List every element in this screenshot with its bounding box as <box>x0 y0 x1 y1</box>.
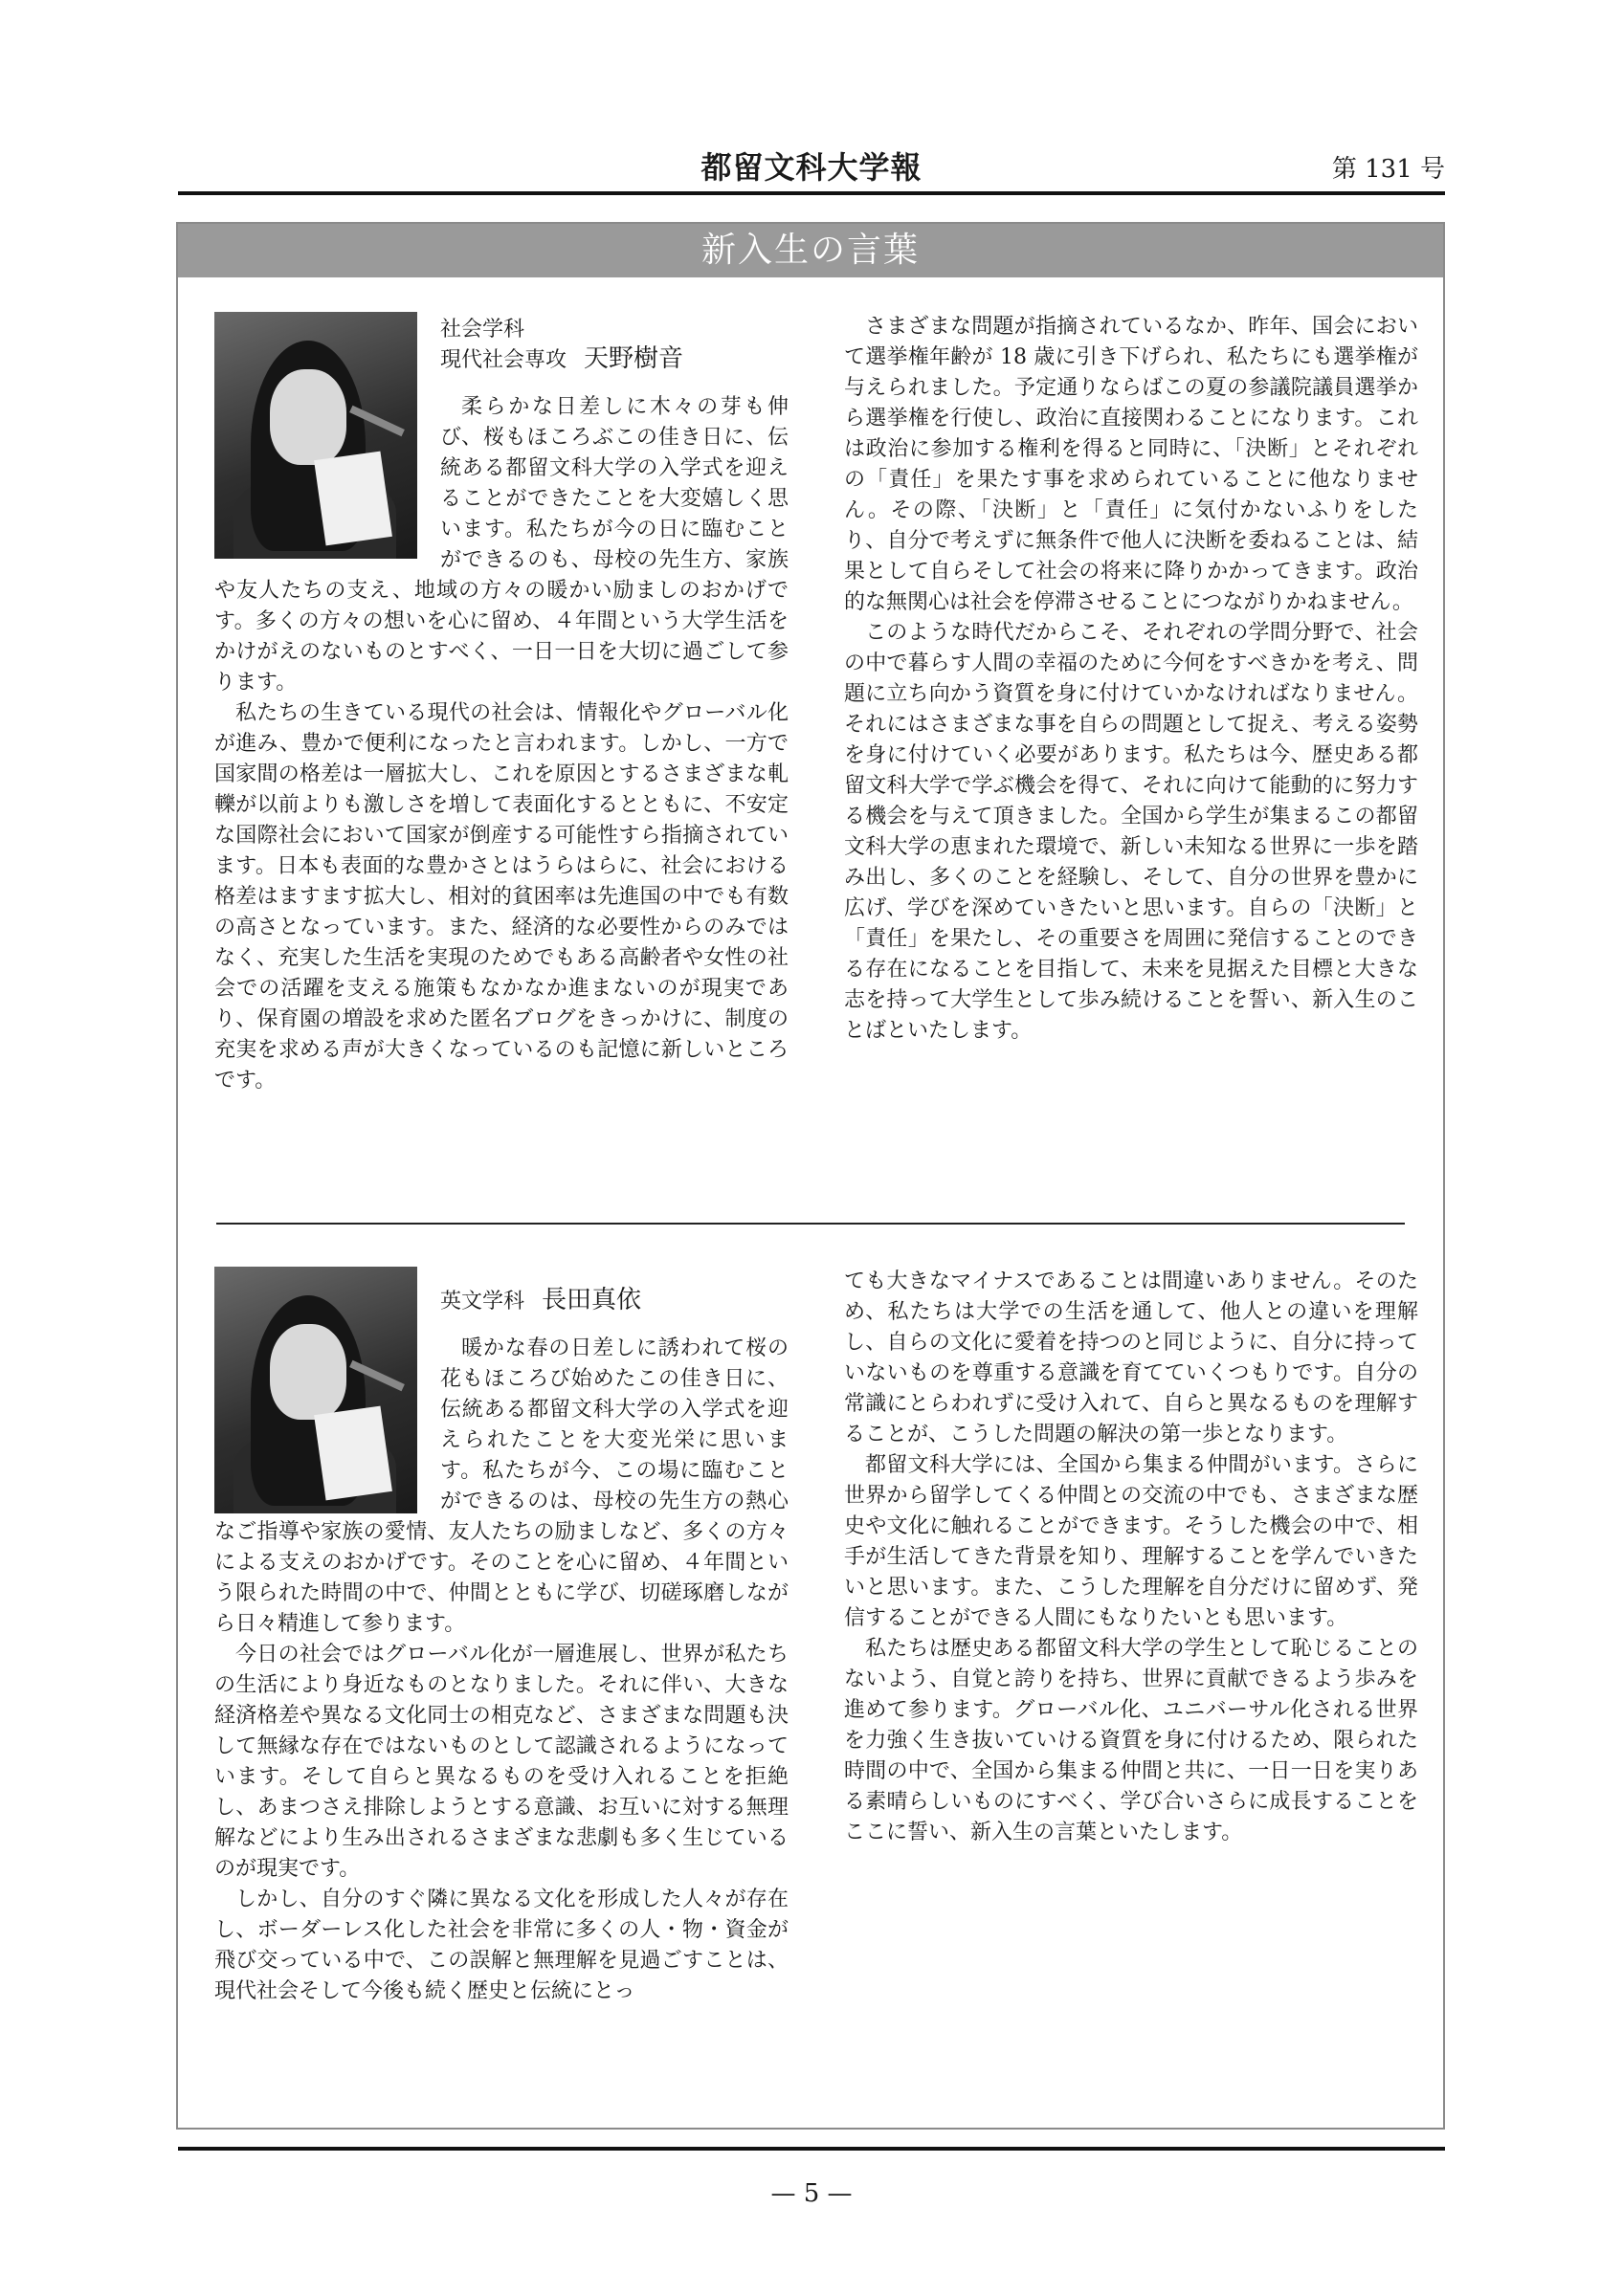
article1-paragraph: このような時代だからこそ、それぞれの学問分野で、社会の中で暮らす人間の幸福のために今何をすべきかを考え、問題に立ち向かう資質を身に付けていかなければなりません。それにはさまざまな事を自らの問題として捉え、考える姿勢を身に付けていく必要があります。私たちは今、歴史ある都留文科大学で学ぶ機会を得て、それに向けて能動的に努力する機会を与えて頂きました。全国から学生が集まるこの都留文科大学の恵まれた環境で、新しい未知なる世界に一歩を踏み出し、多くのことを経験し、そして、自分の世界を豊かに広げ、学びを深めていきたいと思います。自らの「決断」と「責任」を果たし、その重要さを周囲に発信することのできる存在になることを目指して、未来を見据えた目標と大きな志を持って大学生として歩み続けることを誓い、新入生のことばといたします。 <box>844 621 1418 1043</box>
article-frame <box>176 222 1445 2130</box>
issue-number: 第 131 号 <box>1331 155 1445 184</box>
article1-author-name: 天野樹音 <box>584 344 684 373</box>
article2-portrait-photo <box>214 1267 417 1513</box>
article1-paragraph: さまざまな問題が指摘されているなか、昨年、国会において選挙権年齢が 18 歳に引き下げられ、私たちにも選挙権が与えられました。予定通りならばこの夏の参議院議員選挙から選挙権を行使し、政治に直接関わることになります。これは政治に参加する権利を得ると同時に、「決断」とそれぞれの「責任」を果たす事を求められていることに他なりません。その際、「決断」と「責任」に気付かないふりをしたり、自分で考えずに無条件で他人に決断を委ねることは、結果として自らそして社会の将来に降りかかってきます。政治的な無関心は社会を停滞させることにつながりかねません。 <box>844 315 1418 614</box>
article2-department: 英文学科 <box>440 1290 525 1314</box>
page-number: — 5 — <box>770 2179 853 2208</box>
header-rule <box>178 191 1445 195</box>
article1-left-column <box>214 312 789 1096</box>
article2-paragraph: 今日の社会ではグローバル化が一層進展し、世界が私たちの生活により身近なものとなりました。それに伴い、大きな経済格差や異なる文化同士の相克など、さまざまな問題も決して無縁な存在ではないものとして認識されるようになっています。そして自らと異なるものを受け入れることを拒絶し、あまつさえ排除しようとする意識、お互いに対する無理解などにより生み出されるさまざまな悲劇も多く生じているのが現実です。 <box>214 1643 789 1881</box>
article1-right-column <box>844 312 1418 1047</box>
article2-paragraph: 都留文科大学には、全国から集まる仲間がいます。さらに世界から留学してくる仲間との交流の中でも、さまざまな歴史や文化に触れることができます。そうした機会の中で、相手が生活してきた背景を知り、理解することを学んでいきたいと思います。また、こうした理解を自分だけに留めず、発信することができる人間にもなりたいとも思います。 <box>844 1453 1418 1630</box>
article-divider <box>216 1223 1405 1225</box>
article1-department: 社会学科 <box>440 318 525 342</box>
section-banner: 新入生の言葉 <box>178 224 1443 277</box>
article1-major: 現代社会専攻 <box>440 348 567 372</box>
article2-paragraph-continued: ても大きなマイナスであることは間違いありません。そのため、私たちは大学での生活を通して、他人との違いを理解し、自らの文化に愛着を持つのと同じように、自分に持っていないものを尊重する意識を育てていくつもりです。自分の常識にとらわれずに受け入れて、自らと異なるものを理解することが、こうした問題の解決の第一歩となります。 <box>844 1269 1418 1446</box>
article2-paragraph: 暖かな春の日差しに誘われて桜の花もほころび始めたこの佳き日に、伝統ある都留文科大学の入学式を迎えられたことを大変光栄に思います。私たちが今、この場に臨むことができるのは、母校の先生方の熱心なご指導や家族の愛情、友人たちの励ましなど、多くの方々による支えのおかげです。そのことを心に留め、４年間という限られた時間の中で、仲間とともに学び、切磋琢磨しながら日々精進して参ります。 <box>214 1336 789 1636</box>
article2-right-column <box>844 1267 1418 1848</box>
article1-paragraph: 私たちの生きている現代の社会は、情報化やグローバル化が進み、豊かで便利になったと言われます。しかし、一方で国家間の格差は一層拡大し、これを原因とするさまざまな軋轢が以前よりも激しさを増して表面化するとともに、不安定な国際社会において国家が倒産する可能性すら指摘されています。日本も表面的な豊かさとはうらはらに、社会における格差はますます拡大し、相対的貧困率は先進国の中でも有数の高さとなっています。また、経済的な必要性からのみではなく、充実した生活を実現のためでもある高齢者や女性の社会での活躍を支える施策もなかなか進まないのが現実であり、保育園の増設を求めた匿名ブログをきっかけに、制度の充実を求める声が大きくなっているのも記憶に新しいところです。 <box>214 701 789 1093</box>
article1-portrait-photo <box>214 312 417 559</box>
article1-paragraph: 柔らかな日差しに木々の芽も伸び、桜もほころぶこの佳き日に、伝統ある都留文科大学の入学式を迎えることができたことを大変嬉しく思います。私たちが今の日に臨むことができるのも、母校の先生方、家族や友人たちの支え、地域の方々の暖かい励ましのおかげです。多くの方々の想いを心に留め、４年間という大学生活をかけがえのないものとすべく、一日一日を大切に過ごして参ります。 <box>214 395 789 695</box>
article2-paragraph: しかし、自分のすぐ隣に異なる文化を形成した人々が存在し、ボーダーレス化した社会を非常に多くの人・物・資金が飛び交っている中で、この誤解と無理解を見過ごすことは、現代社会そして今後も続く歴史と伝統にとっ <box>214 1888 789 2003</box>
article2-paragraph: 私たちは歴史ある都留文科大学の学生として恥じることのないよう、自覚と誇りを持ち、世界に貢献できるよう歩みを進めて参ります。グローバル化、ユニバーサル化される世界を力強く生き抜いていける資質を身に付けるため、限られた時間の中で、全国から集まる仲間と共に、一日一日を実りある素晴らしいものにすべく、学び合いさらに成長することをここに誓い、新入生の言葉といたします。 <box>844 1637 1418 1844</box>
article2-author-name: 長田真依 <box>542 1286 642 1314</box>
newsletter-title: 都留文科大学報 <box>700 149 923 186</box>
article2-left-column <box>214 1267 789 2007</box>
footer-rule <box>178 2147 1445 2151</box>
